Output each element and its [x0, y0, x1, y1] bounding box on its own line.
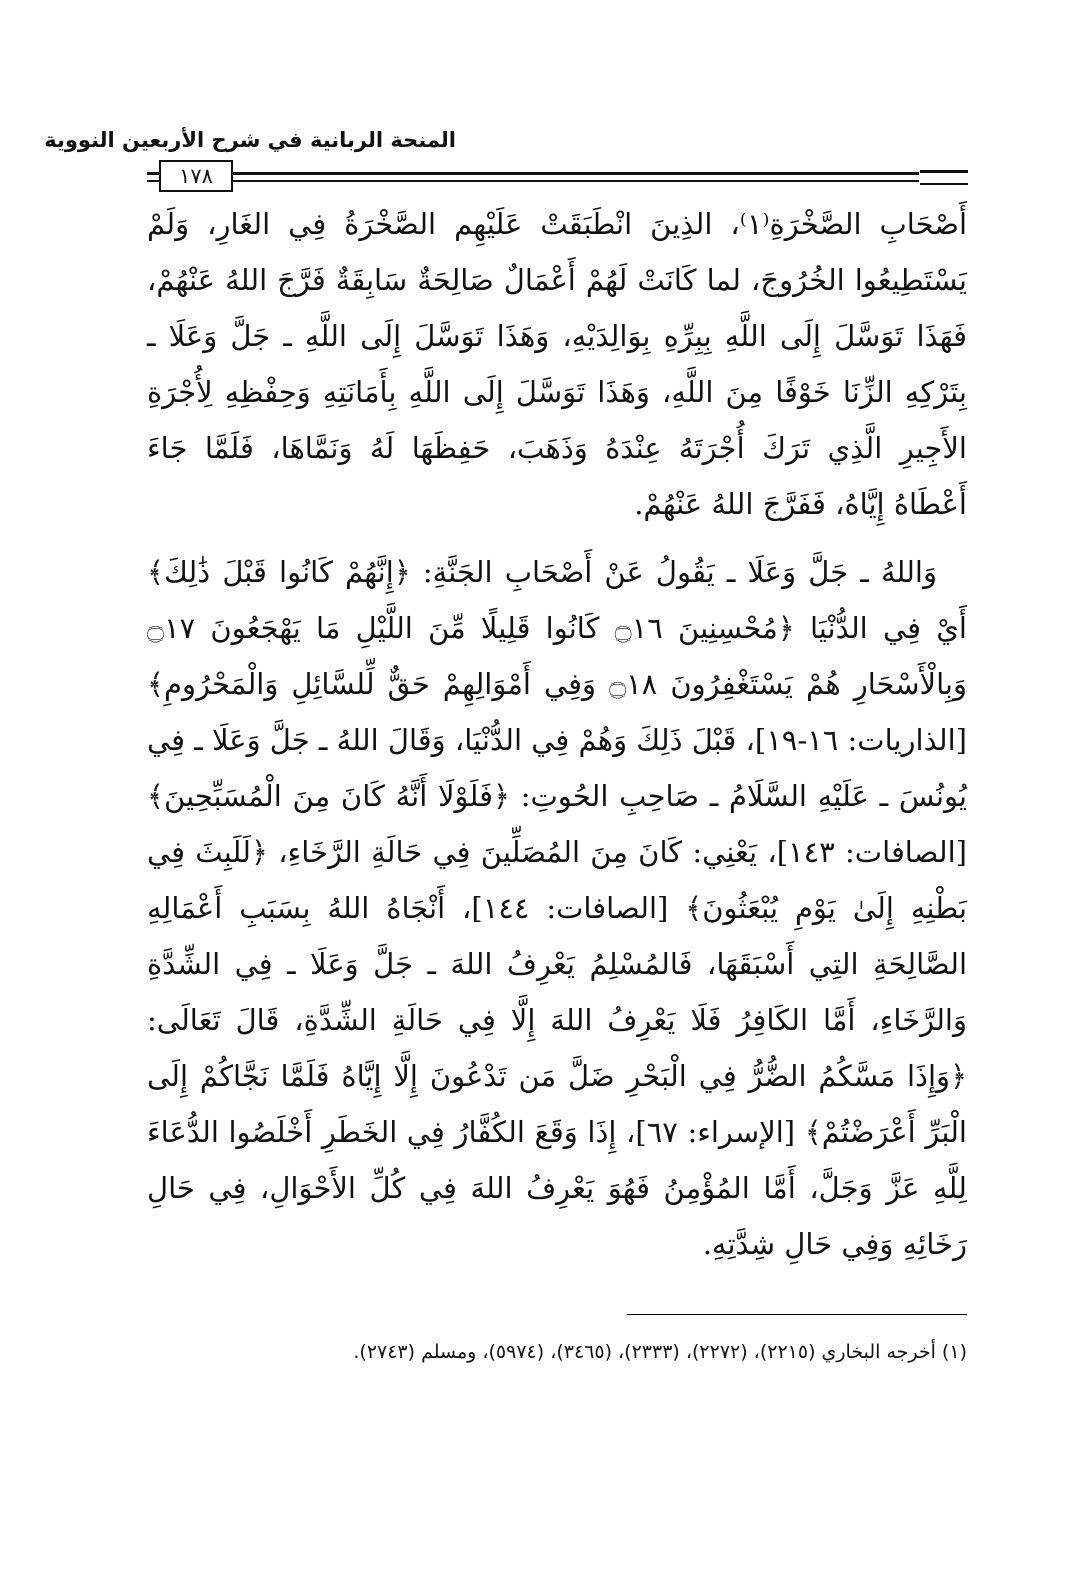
running-header-title: المنحة الربانية في شرح الأربعين النووية: [44, 128, 456, 152]
footnote-separator: [627, 1314, 967, 1315]
header-rule-thick: [147, 172, 919, 175]
paragraph-1: أَصْحَابِ الصَّخْرَةِ⁽١⁾، الذِينَ انْطَبَقَتْ عَلَيْهِم الصَّخْرَةُ فِي الغَارِ، وَلَمْ يَسْتَطِيعُوا الخُرُوجَ، لما كَانَتْ لَهُمْ أَعْمَالٌ صَالِحَةٌ سَابِقَةٌ فَرَّجَ اللهُ عَنْهُمْ، فَهَذَا تَوَسَّلَ إِلَى اللَّهِ بِبِرِّهِ بِوَالِدَيْهِ، وَهَذَا تَوَسَّلَ إِلَى اللَّهِ ـ جَلَّ وَعَلَا ـ بِتَرْكِهِ الزِّنَا خَوْفًا مِنَ اللَّهِ، وَهَذَا تَوَسَّلَ إِلَى اللَّهِ بِأَمَانَتِهِ وَحِفْظِهِ لِأُجْرَةِ الأَجِيرِ الَّذِي تَرَكَ أُجْرَتَهُ عِنْدَهُ وَذَهَبَ، حَفِظَهَا لَهُ وَنَمَّاهَا، فَلَمَّا جَاءَ أَعْطَاهُ إِيَّاهُ، فَفَرَّجَ اللهُ عَنْهُمْ.: [147, 207, 968, 521]
body-text: [147, 196, 967, 1272]
page-number: ١٧٨: [159, 160, 233, 192]
paragraph-2: [147, 544, 967, 1272]
header-rule-thin: [147, 180, 919, 182]
paragraph-2-text: وَاللهُ ـ جَلَّ وَعَلَا ـ يَقُولُ عَنْ أَصْحَابِ الجَنَّةِ: ﴿إِنَّهُمْ كَانُوا قَبْلَ ذَٰلِكَ﴾ أَيْ فِي الدُّنْيَا ﴿مُحْسِنِينَ ۝١٦ كَانُوا قَلِيلًا مِّنَ اللَّيْلِ مَا يَهْجَعُونَ ۝١٧ وَبِالْأَسْحَارِ هُمْ يَسْتَغْفِرُونَ ۝١٨ وَفِي أَمْوَالِهِمْ حَقٌّ لِّلسَّائِلِ وَالْمَحْرُومِ﴾ [الذاريات: ١٦-١٩]، قَبْلَ ذَلِكَ وَهُمْ فِي الدُّنْيَا، وَقَالَ اللهُ ـ جَلَّ وَعَلَا ـ فِي يُونُسَ ـ عَلَيْهِ السَّلَامُ ـ صَاحِبِ الحُوتِ: ﴿فَلَوْلَا أَنَّهُ كَانَ مِنَ الْمُسَبِّحِينَ﴾ [الصافات: ١٤٣]، يَعْنِي: كَانَ مِنَ المُصَلِّينَ فِي حَالَةِ الرَّخَاءِ، ﴿لَلَبِثَ فِي بَطْنِهِ إِلَىٰ يَوْمِ يُبْعَثُونَ﴾ [الصافات: ١٤٤]، أَنْجَاهُ اللهُ بِسَبَبِ أَعْمَالِهِ الصَّالِحَةِ التِي أَسْبَقَهَا، فَالمُسْلِمُ يَعْرِفُ اللهَ ـ جَلَّ وَعَلَا ـ فِي الشِّدَّةِ وَالرَّخَاءِ، أَمَّا الكَافِرُ فَلَا يَعْرِفُ اللهَ إِلَّا فِي حَالَةِ الشِّدَّةِ، قَالَ تَعَالَى: ﴿وَإِذَا مَسَّكُمُ الضُّرُّ فِي الْبَحْرِ ضَلَّ مَن تَدْعُونَ إِلَّا إِيَّاهُ فَلَمَّا نَجَّاكُمْ إِلَى الْبَرِّ أَعْرَضْتُمْ﴾ [الإسراء: ٦٧]، إِذَا وَقَعَ الكُفَّارُ فِي الخَطَرِ أَخْلَصُوا الدُّعَاءَ لِلَّهِ عَزَّ وَجَلَّ، أَمَّا المُؤْمِنُ فَهُوَ يَعْرِفُ اللهَ فِي كُلِّ الأَحْوَالِ، فِي حَالِ رَخَائِهِ وَفِي حَالِ شِدَّتِهِ.: [147, 555, 968, 1261]
footnote-1: (١) أخرجه البخاري (٢٢١٥)، (٢٢٧٢)، (٢٣٣٣)، (٣٤٦٥)، (٥٩٧٤)، ومسلم (٢٧٤٣).: [353, 1341, 967, 1363]
page-number-ornament: [920, 170, 968, 185]
